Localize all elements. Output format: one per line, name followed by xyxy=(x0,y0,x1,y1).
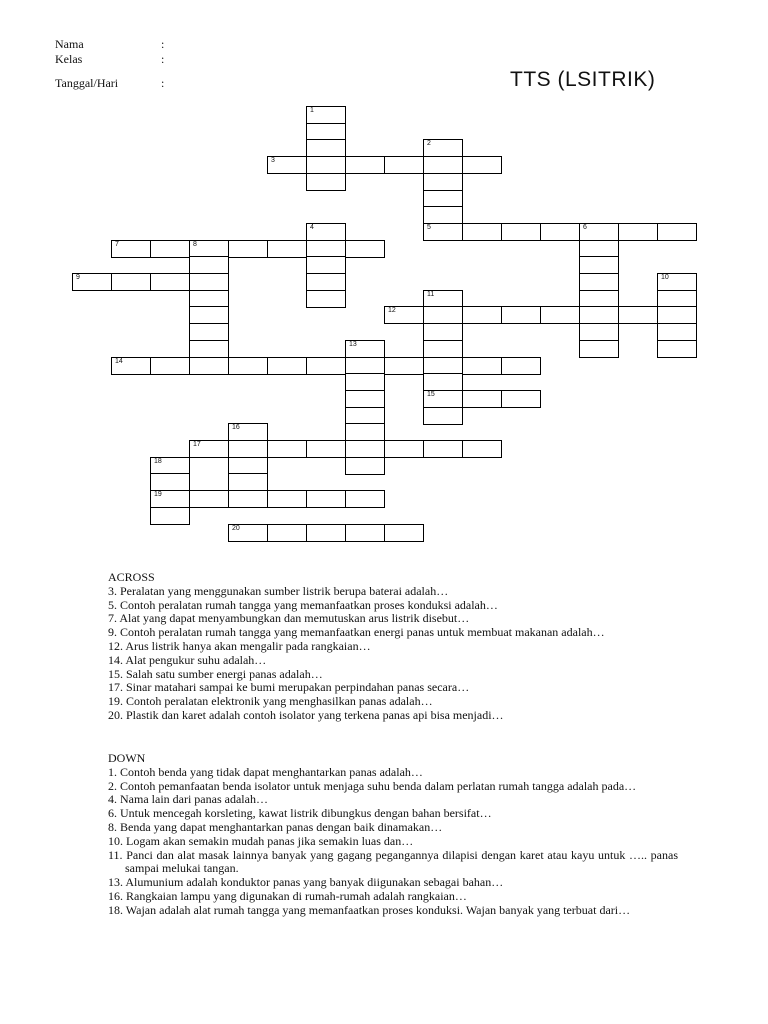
grid-cell[interactable] xyxy=(579,223,619,241)
down-clue: 13. Alumunium adalah konduktor panas yang banyak diigunakan sebagai bahan… xyxy=(108,875,504,890)
grid-cell[interactable] xyxy=(267,524,307,542)
grid-cell[interactable] xyxy=(345,457,385,475)
grid-cell[interactable] xyxy=(345,524,385,542)
grid-cell[interactable] xyxy=(228,440,268,458)
across-clue: 7. Alat yang dapat menyambungkan dan memutuskan arus listrik disebut… xyxy=(108,611,470,626)
class-colon: : xyxy=(161,52,165,66)
grid-cell[interactable] xyxy=(267,440,307,458)
grid-cell[interactable] xyxy=(306,357,346,375)
grid-cell[interactable] xyxy=(423,440,463,458)
grid-cell[interactable] xyxy=(306,524,346,542)
grid-cell[interactable] xyxy=(150,457,190,475)
grid-cell[interactable] xyxy=(657,223,697,241)
grid-cell[interactable] xyxy=(189,306,229,324)
clue-number: 11 xyxy=(427,290,435,298)
clue-number: 15 xyxy=(427,390,435,398)
grid-cell[interactable] xyxy=(111,357,151,375)
grid-cell[interactable] xyxy=(345,423,385,441)
grid-cell[interactable] xyxy=(579,290,619,308)
grid-cell[interactable] xyxy=(306,240,346,258)
across-clue: 19. Contoh peralatan elektronik yang menghasilkan panas adalah… xyxy=(108,694,433,709)
grid-cell[interactable] xyxy=(423,173,463,191)
down-clue: 18. Wajan adalah alat rumah tangga yang memanfaatkan proses konduksi. Wajan banyak yang terbuat dari… xyxy=(108,902,631,917)
name-label: Nama xyxy=(55,37,84,51)
down-clue: 16. Rangkaian lampu yang digunakan di rumah-rumah adalah rangkaian… xyxy=(108,888,467,903)
grid-cell[interactable] xyxy=(423,190,463,208)
grid-cell[interactable] xyxy=(306,490,346,508)
grid-cell[interactable] xyxy=(306,223,346,241)
page-title: TTS (LSITRIK) xyxy=(510,68,656,91)
grid-cell[interactable] xyxy=(189,490,229,508)
grid-cell[interactable] xyxy=(423,156,463,174)
name-colon: : xyxy=(161,37,165,51)
grid-cell[interactable] xyxy=(384,306,424,324)
grid-cell[interactable] xyxy=(462,306,502,324)
grid-cell[interactable] xyxy=(150,357,190,375)
grid-cell[interactable] xyxy=(423,323,463,341)
grid-cell[interactable] xyxy=(657,306,697,324)
across-clue: 5. Contoh peralatan rumah tangga yang memanfaatkan proses konduksi adalah… xyxy=(108,597,498,612)
grid-cell[interactable] xyxy=(501,357,541,375)
clue-number: 2 xyxy=(427,140,431,148)
grid-cell[interactable] xyxy=(657,340,697,358)
grid-cell[interactable] xyxy=(423,306,463,324)
grid-cell[interactable] xyxy=(618,223,658,241)
grid-cell[interactable] xyxy=(657,323,697,341)
down-clue: 4. Nama lain dari panas adalah… xyxy=(108,792,268,807)
grid-cell[interactable] xyxy=(150,240,190,258)
grid-cell[interactable] xyxy=(501,306,541,324)
grid-cell[interactable] xyxy=(150,273,190,291)
clue-number: 17 xyxy=(193,441,201,448)
grid-cell[interactable] xyxy=(384,524,424,542)
grid-cell[interactable] xyxy=(501,390,541,408)
grid-cell[interactable] xyxy=(189,240,229,258)
grid-cell[interactable] xyxy=(345,490,385,508)
grid-cell[interactable] xyxy=(150,473,190,491)
grid-cell[interactable] xyxy=(228,423,268,441)
across-title: ACROSS xyxy=(108,570,155,584)
clue-number: 9 xyxy=(76,274,80,281)
clue-number: 13 xyxy=(349,340,357,348)
across-clue: 20. Plastik dan karet adalah contoh isolator yang terkena panas api bisa menjadi… xyxy=(108,707,504,722)
clue-number: 5 xyxy=(427,223,431,231)
grid-cell[interactable] xyxy=(462,440,502,458)
clue-number: 1 xyxy=(310,107,314,114)
grid-cell[interactable] xyxy=(306,256,346,274)
grid-cell[interactable] xyxy=(423,407,463,425)
grid-cell[interactable] xyxy=(423,139,463,157)
grid-cell[interactable] xyxy=(228,240,268,258)
down-clue: 1. Contoh benda yang tidak dapat menghantarkan panas adalah… xyxy=(108,764,423,779)
clue-number: 8 xyxy=(193,240,197,248)
grid-cell[interactable] xyxy=(423,223,463,241)
clue-number: 7 xyxy=(115,240,119,248)
grid-cell[interactable] xyxy=(462,390,502,408)
grid-cell[interactable] xyxy=(228,490,268,508)
class-label: Kelas xyxy=(55,52,83,66)
across-clue: 14. Alat pengukur suhu adalah… xyxy=(108,652,267,667)
grid-cell[interactable] xyxy=(306,173,346,191)
grid-cell[interactable] xyxy=(228,457,268,475)
down-clue: 11. Panci dan alat masak lainnya banyak yang gagang pegangannya dilapisi dengan karet atau kayu untuk ….. panas sampai melukai tangan. xyxy=(108,847,678,876)
across-clue: 12. Arus listrik hanya akan mengalir pada rangkaian… xyxy=(108,638,371,653)
grid-cell[interactable] xyxy=(345,407,385,425)
grid-cell[interactable] xyxy=(657,290,697,308)
grid-cell[interactable] xyxy=(462,223,502,241)
grid-cell[interactable] xyxy=(579,340,619,358)
down-clue: 6. Untuk mencegah korsleting, kawat listrik dibungkus dengan bahan bersifat… xyxy=(108,806,492,821)
grid-cell[interactable] xyxy=(189,357,229,375)
date-colon: : xyxy=(161,76,165,90)
grid-cell[interactable] xyxy=(618,306,658,324)
down-clues xyxy=(108,752,678,918)
down-title: DOWN xyxy=(108,751,146,765)
clue-number: 19 xyxy=(154,491,162,499)
grid-cell[interactable] xyxy=(384,357,424,375)
grid-cell[interactable] xyxy=(384,440,424,458)
grid-cell[interactable] xyxy=(150,507,190,525)
clue-number: 14 xyxy=(115,357,123,365)
across-clue: 9. Contoh peralatan rumah tangga yang memanfaatkan energi panas untuk membuat makanan adalah… xyxy=(108,625,605,640)
grid-cell[interactable] xyxy=(657,273,697,291)
clue-number: 18 xyxy=(154,457,162,465)
date-label: Tanggal/Hari xyxy=(55,76,119,90)
grid-cell[interactable] xyxy=(501,223,541,241)
grid-cell[interactable] xyxy=(189,273,229,291)
grid-cell[interactable] xyxy=(306,440,346,458)
clue-number: 20 xyxy=(232,524,240,532)
grid-cell[interactable] xyxy=(423,290,463,308)
down-clue: 10. Logam akan semakin mudah panas jika semakin luas dan… xyxy=(108,833,414,848)
grid-cell[interactable] xyxy=(540,223,580,241)
grid-cell[interactable] xyxy=(72,273,112,291)
grid-cell[interactable] xyxy=(306,106,346,124)
grid-cell[interactable] xyxy=(345,357,385,375)
clue-number: 4 xyxy=(310,223,314,231)
grid-cell[interactable] xyxy=(228,524,268,542)
grid-cell[interactable] xyxy=(345,156,385,174)
grid-cell[interactable] xyxy=(579,240,619,258)
grid-cell[interactable] xyxy=(267,156,307,174)
clue-number: 12 xyxy=(388,307,396,315)
grid-cell[interactable] xyxy=(579,306,619,324)
grid-cell[interactable] xyxy=(267,357,307,375)
grid-cell[interactable] xyxy=(267,240,307,258)
grid-cell[interactable] xyxy=(189,340,229,358)
grid-cell[interactable] xyxy=(345,440,385,458)
across-clue: 3. Peralatan yang menggunakan sumber listrik berupa baterai adalah… xyxy=(108,583,449,598)
down-clue: 2. Contoh pemanfaatan benda isolator untuk menjaga suhu benda dalam perlatan rumah tangga adalah pada… xyxy=(108,778,637,793)
grid-cell[interactable] xyxy=(267,490,307,508)
grid-cell[interactable] xyxy=(345,240,385,258)
grid-cell[interactable] xyxy=(189,256,229,274)
grid-cell[interactable] xyxy=(111,240,151,258)
across-clue: 15. Salah satu sumber energi panas adalah… xyxy=(108,666,323,681)
clue-number: 16 xyxy=(232,424,240,432)
grid-cell[interactable] xyxy=(579,256,619,274)
grid-cell[interactable] xyxy=(423,340,463,358)
grid-cell[interactable] xyxy=(306,139,346,157)
grid-cell[interactable] xyxy=(228,473,268,491)
clue-number: 3 xyxy=(271,157,275,165)
grid-cell[interactable] xyxy=(462,357,502,375)
grid-cell[interactable] xyxy=(423,390,463,408)
grid-cell[interactable] xyxy=(579,273,619,291)
grid-cell[interactable] xyxy=(423,373,463,391)
across-clue: 17. Sinar matahari sampai ke bumi merupakan perpindahan panas secara… xyxy=(108,680,470,695)
grid-cell[interactable] xyxy=(423,357,463,375)
grid-cell[interactable] xyxy=(579,323,619,341)
grid-cell[interactable] xyxy=(189,323,229,341)
grid-cell[interactable] xyxy=(228,357,268,375)
grid-cell[interactable] xyxy=(306,290,346,308)
grid-cell[interactable] xyxy=(345,390,385,408)
grid-cell[interactable] xyxy=(384,156,424,174)
clue-number: 10 xyxy=(661,274,669,281)
grid-cell[interactable] xyxy=(540,306,580,324)
grid-cell[interactable] xyxy=(306,156,346,174)
grid-cell[interactable] xyxy=(345,373,385,391)
grid-cell[interactable] xyxy=(111,273,151,291)
grid-cell[interactable] xyxy=(423,206,463,224)
across-clues xyxy=(108,571,678,723)
grid-cell[interactable] xyxy=(189,440,229,458)
down-clue: 8. Benda yang dapat menghantarkan panas dengan baik dinamakan… xyxy=(108,819,443,834)
clue-number: 6 xyxy=(583,223,587,231)
grid-cell[interactable] xyxy=(150,490,190,508)
grid-cell[interactable] xyxy=(306,123,346,141)
grid-cell[interactable] xyxy=(462,156,502,174)
grid-cell[interactable] xyxy=(306,273,346,291)
grid-cell[interactable] xyxy=(189,290,229,308)
grid-cell[interactable] xyxy=(345,340,385,358)
